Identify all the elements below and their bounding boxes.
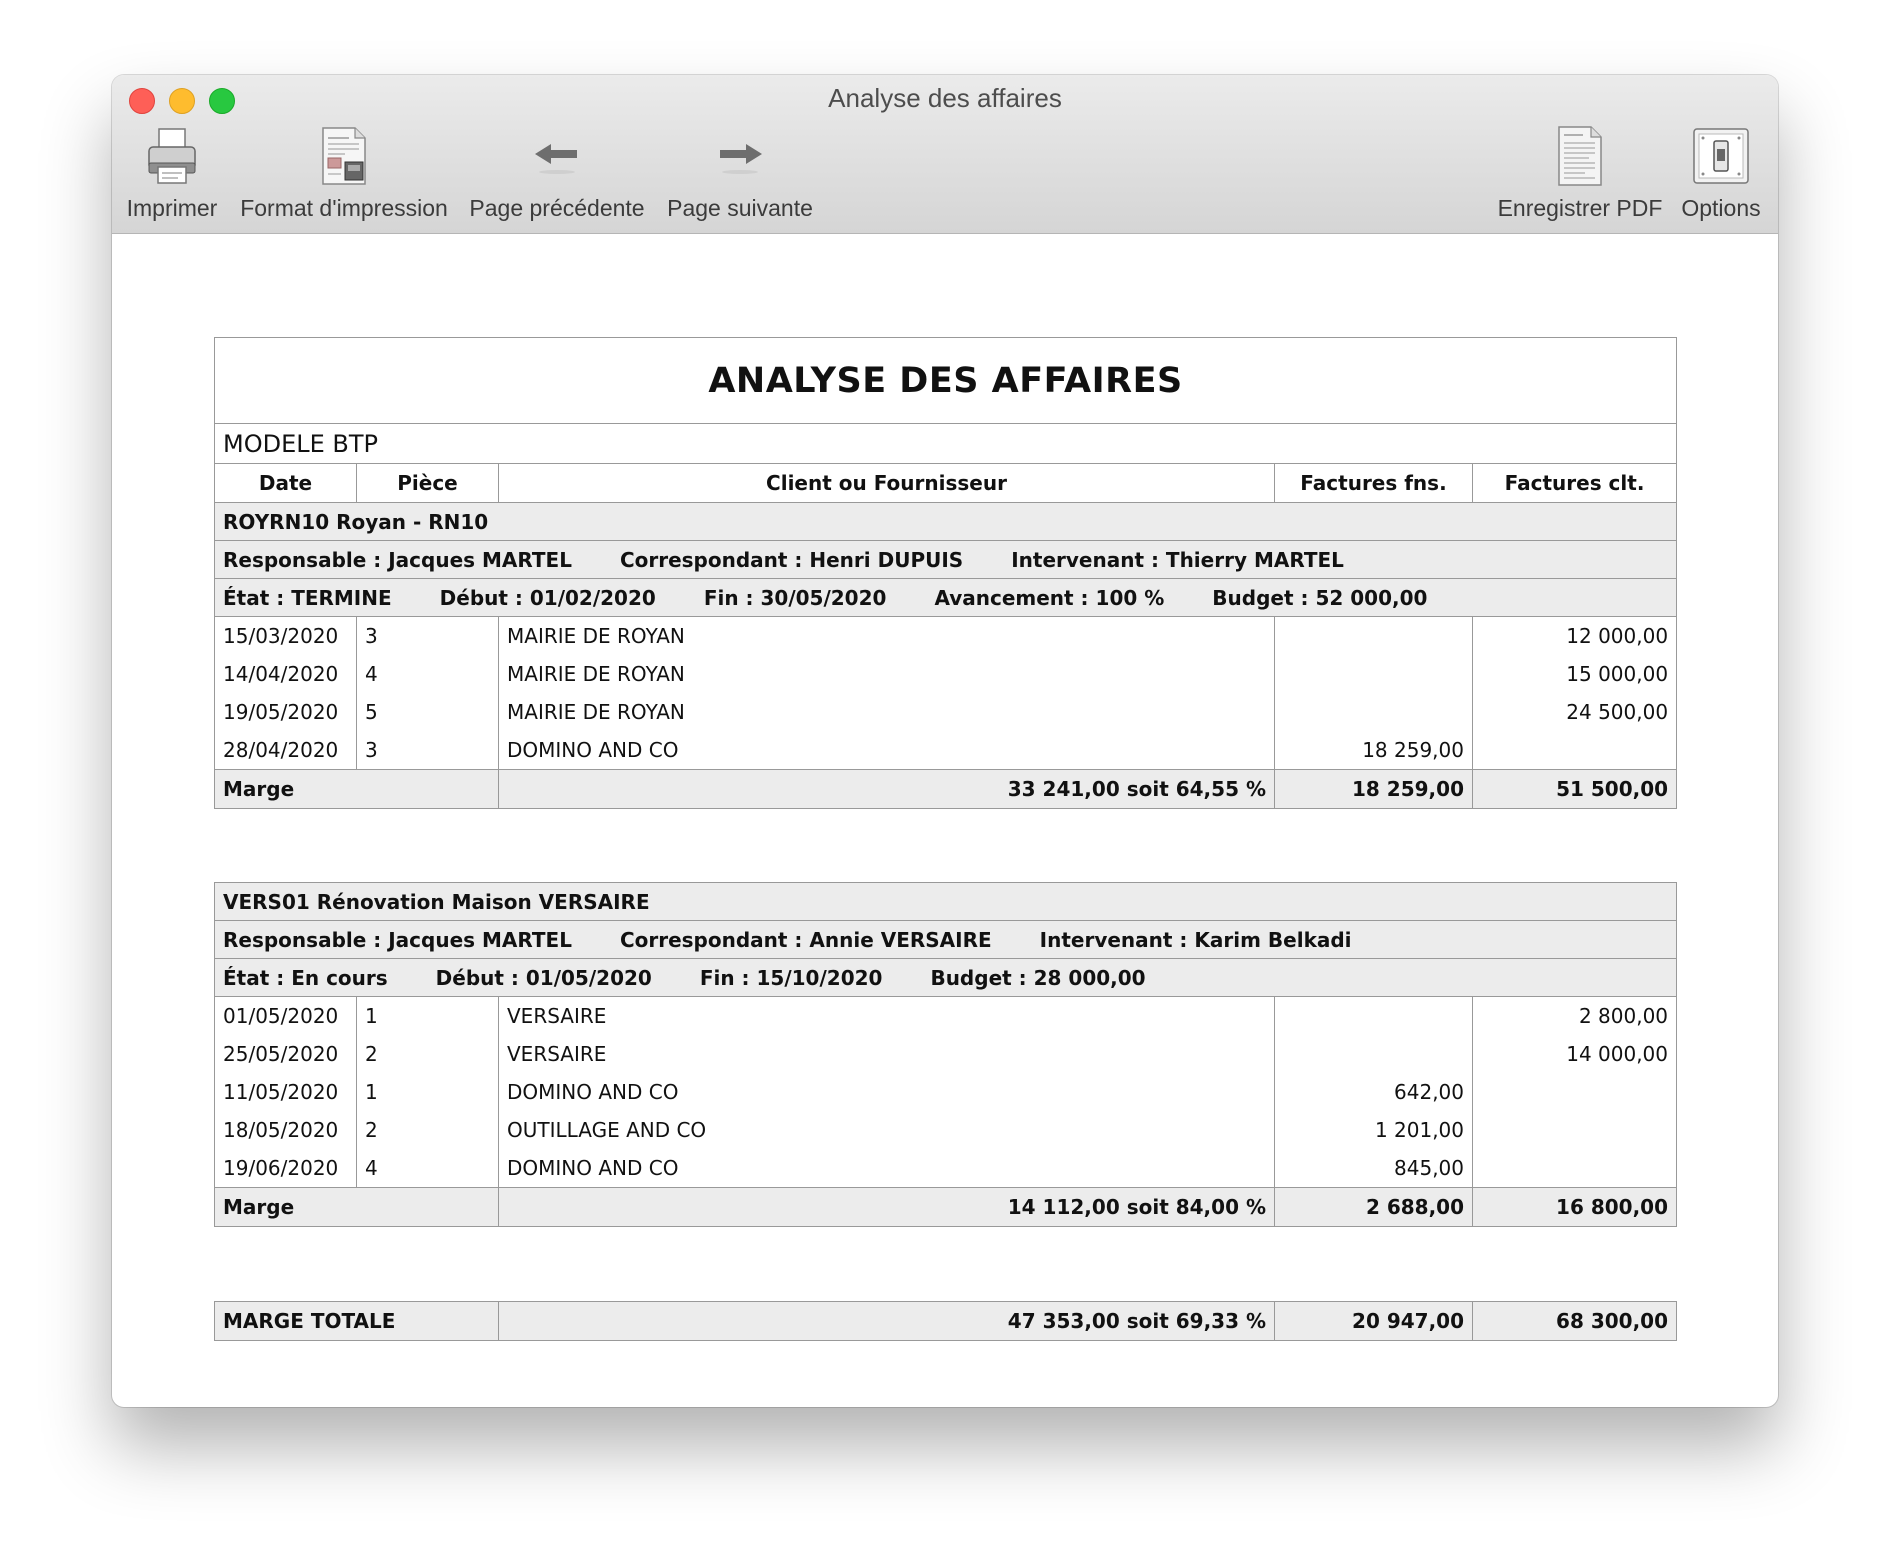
affaire-status-row xyxy=(215,579,1677,617)
row-factures-fns xyxy=(1275,617,1473,656)
table-row xyxy=(215,617,1677,656)
report-section-2 xyxy=(214,882,1676,1227)
row-piece: 1 xyxy=(357,997,499,1036)
print-button[interactable] xyxy=(126,125,218,222)
row-client: MAIRIE DE ROYAN xyxy=(499,655,1275,693)
report-total-section xyxy=(214,1301,1676,1341)
report-table-2 xyxy=(214,882,1677,1227)
row-factures-fns: 642,00 xyxy=(1275,1073,1473,1111)
arrow-left-icon xyxy=(464,125,650,187)
options-button[interactable] xyxy=(1678,125,1764,222)
row-client: DOMINO AND CO xyxy=(499,1073,1275,1111)
row-date: 01/05/2020 xyxy=(215,997,357,1036)
marge-totale-value: 47 353,00 soit 69,33 % xyxy=(499,1302,1275,1341)
page-setup-icon xyxy=(238,125,450,187)
affaire-responsable: Responsable : Jacques MARTEL xyxy=(223,927,572,952)
row-piece: 4 xyxy=(357,1149,499,1188)
row-client: VERSAIRE xyxy=(499,1035,1275,1073)
grand-total-factures-clt: 68 300,00 xyxy=(1473,1302,1677,1341)
previous-page-label: Page précédente xyxy=(469,195,645,221)
report-title-row xyxy=(215,338,1677,424)
column-header-factures-fns: Factures fns. xyxy=(1275,464,1473,503)
row-piece: 5 xyxy=(357,693,499,731)
affaire-name: VERS01 Rénovation Maison VERSAIRE xyxy=(215,883,1677,921)
row-piece: 4 xyxy=(357,655,499,693)
affaire-etat: État : TERMINE xyxy=(223,585,392,610)
row-factures-fns: 845,00 xyxy=(1275,1149,1473,1188)
report-table-1 xyxy=(214,337,1677,809)
row-factures-clt xyxy=(1473,1111,1677,1149)
marge-label: Marge xyxy=(215,770,499,809)
next-page-label: Page suivante xyxy=(667,195,813,221)
affaire-budget: Budget : 28 000,00 xyxy=(930,965,1146,990)
column-header-date: Date xyxy=(215,464,357,503)
row-factures-fns: 18 259,00 xyxy=(1275,731,1473,770)
report-window xyxy=(112,75,1778,1407)
printer-icon xyxy=(126,125,218,187)
affaire-intervenant: Intervenant : Thierry MARTEL xyxy=(1011,547,1344,572)
row-factures-clt: 15 000,00 xyxy=(1473,655,1677,693)
marge-value: 33 241,00 soit 64,55 % xyxy=(499,770,1275,809)
row-date: 11/05/2020 xyxy=(215,1073,357,1111)
affaire-name-row xyxy=(215,503,1677,541)
row-client: VERSAIRE xyxy=(499,997,1275,1036)
row-factures-clt xyxy=(1473,731,1677,770)
row-date: 25/05/2020 xyxy=(215,1035,357,1073)
affaire-name: ROYRN10 Royan - RN10 xyxy=(215,503,1677,541)
save-pdf-label: Enregistrer PDF xyxy=(1497,195,1663,221)
affaire-fin: Fin : 30/05/2020 xyxy=(703,585,887,610)
row-factures-fns xyxy=(1275,997,1473,1036)
row-client: DOMINO AND CO xyxy=(499,731,1275,770)
column-header-piece: Pièce xyxy=(357,464,499,503)
table-row xyxy=(215,997,1677,1036)
row-factures-fns xyxy=(1275,693,1473,731)
next-page-button[interactable] xyxy=(660,125,820,222)
page-setup-label: Format d'impression xyxy=(240,195,448,221)
arrow-right-icon xyxy=(660,125,820,187)
column-header-row xyxy=(215,464,1677,503)
affaire-avancement: Avancement : 100 % xyxy=(934,585,1165,610)
page-setup-button[interactable] xyxy=(238,125,450,222)
total-factures-clt: 16 800,00 xyxy=(1473,1188,1677,1227)
options-label: Options xyxy=(1681,195,1761,221)
row-date: 28/04/2020 xyxy=(215,731,357,770)
row-factures-clt: 2 800,00 xyxy=(1473,997,1677,1036)
affaire-etat: État : En cours xyxy=(223,965,388,990)
row-factures-fns: 1 201,00 xyxy=(1275,1111,1473,1149)
marge-label: Marge xyxy=(215,1188,499,1227)
row-factures-clt: 14 000,00 xyxy=(1473,1035,1677,1073)
affaire-fin: Fin : 15/10/2020 xyxy=(699,965,883,990)
report-total-table xyxy=(214,1301,1677,1341)
affaire-budget: Budget : 52 000,00 xyxy=(1212,585,1428,610)
table-row xyxy=(215,731,1677,770)
marge-row xyxy=(215,770,1677,809)
print-label: Imprimer xyxy=(126,195,218,221)
row-piece: 3 xyxy=(357,731,499,770)
row-date: 19/05/2020 xyxy=(215,693,357,731)
affaire-contacts-row xyxy=(215,541,1677,579)
table-row xyxy=(215,1073,1677,1111)
grand-total-factures-fns: 20 947,00 xyxy=(1275,1302,1473,1341)
table-row xyxy=(215,1111,1677,1149)
row-client: OUTILLAGE AND CO xyxy=(499,1111,1275,1149)
affaire-status-row xyxy=(215,959,1677,997)
marge-row xyxy=(215,1188,1677,1227)
window-title: Analyse des affaires xyxy=(828,83,1062,113)
row-factures-fns xyxy=(1275,655,1473,693)
row-client: MAIRIE DE ROYAN xyxy=(499,693,1275,731)
row-date: 14/04/2020 xyxy=(215,655,357,693)
row-client: DOMINO AND CO xyxy=(499,1149,1275,1188)
report-title: ANALYSE DES AFFAIRES xyxy=(215,338,1677,424)
row-factures-clt: 12 000,00 xyxy=(1473,617,1677,656)
row-factures-fns xyxy=(1275,1035,1473,1073)
row-factures-clt xyxy=(1473,1073,1677,1111)
table-row xyxy=(215,693,1677,731)
row-piece: 2 xyxy=(357,1111,499,1149)
affaire-correspondant: Correspondant : Annie VERSAIRE xyxy=(619,927,992,952)
column-header-factures-clt: Factures clt. xyxy=(1473,464,1677,503)
save-pdf-button[interactable] xyxy=(1492,125,1668,222)
affaire-debut: Début : 01/05/2020 xyxy=(435,965,652,990)
marge-value: 14 112,00 soit 84,00 % xyxy=(499,1188,1275,1227)
affaire-responsable: Responsable : Jacques MARTEL xyxy=(223,547,572,572)
pdf-document-icon xyxy=(1492,125,1668,187)
row-date: 15/03/2020 xyxy=(215,617,357,656)
options-switch-icon xyxy=(1678,125,1764,187)
report-section-1 xyxy=(214,337,1676,809)
window-toolbar xyxy=(112,75,1778,234)
row-date: 18/05/2020 xyxy=(215,1111,357,1149)
row-piece: 3 xyxy=(357,617,499,656)
marge-totale-row xyxy=(215,1302,1677,1341)
row-piece: 1 xyxy=(357,1073,499,1111)
affaire-name-row xyxy=(215,883,1677,921)
row-date: 19/06/2020 xyxy=(215,1149,357,1188)
row-factures-clt: 24 500,00 xyxy=(1473,693,1677,731)
table-row xyxy=(215,1149,1677,1188)
affaire-intervenant: Intervenant : Karim Belkadi xyxy=(1039,927,1352,952)
affaire-correspondant: Correspondant : Henri DUPUIS xyxy=(619,547,964,572)
total-factures-fns: 18 259,00 xyxy=(1275,770,1473,809)
marge-totale-label: MARGE TOTALE xyxy=(215,1302,499,1341)
row-factures-clt xyxy=(1473,1149,1677,1188)
affaire-contacts-row xyxy=(215,921,1677,959)
affaire-debut: Début : 01/02/2020 xyxy=(439,585,656,610)
company-name: MODELE BTP xyxy=(215,424,1677,464)
row-client: MAIRIE DE ROYAN xyxy=(499,617,1275,656)
total-factures-fns: 2 688,00 xyxy=(1275,1188,1473,1227)
company-row xyxy=(215,424,1677,464)
column-header-client: Client ou Fournisseur xyxy=(499,464,1275,503)
row-piece: 2 xyxy=(357,1035,499,1073)
table-row xyxy=(215,655,1677,693)
total-factures-clt: 51 500,00 xyxy=(1473,770,1677,809)
previous-page-button[interactable] xyxy=(464,125,650,222)
table-row xyxy=(215,1035,1677,1073)
